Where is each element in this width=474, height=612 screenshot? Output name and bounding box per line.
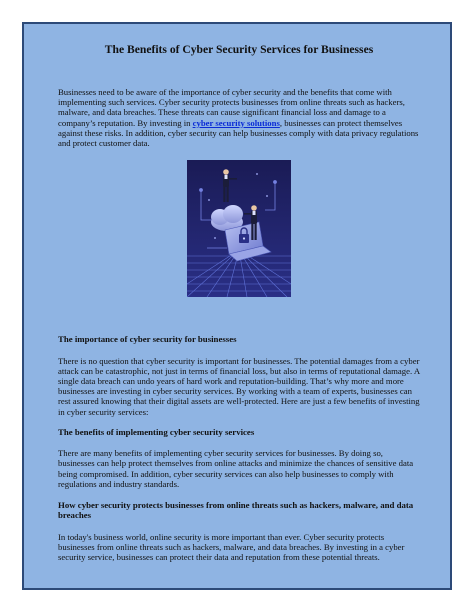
spacer [58,148,420,160]
section-body-threats: In today's business world, online security is more important than ever. Cyber security protects businesses from online threats such as hackers, malware, and data breaches. By investing in a cyber security service, businesses can protect their data and reputation from these potential threats. [58,531,405,563]
section-heading-importance: The importance of cyber security for businesses [58,334,237,345]
document-content [58,42,420,562]
intro-text-after-link: , businesses can protect themselves against these risks. In addition, cyber security can help businesses comply with data privacy regulations and protect customer data. [58,117,419,149]
spacer [58,417,420,427]
spacer [58,297,420,334]
document-page [22,22,452,590]
section-body-importance: There is no question that cyber security is important for businesses. The potential damages from a cyber attack can be catastrophic, not just in terms of financial loss, but also in terms of reputational damage. A single data breach can undo years of hard work and reputation-building. That’s why more and more businesses are investing in cyber security services. By working with a team of experts, businesses can rest assured knowing that their digital assets are well-protected. Here are just a few benefits of investing in cyber security services: [58,355,420,417]
intro-paragraph [58,87,420,148]
cyber-security-solutions-link[interactable]: cyber security solutions [192,117,280,128]
section-heading-threats: How cyber security protects businesses from online threats such as hackers, malware, and data breaches [58,500,414,521]
spacer [58,57,420,87]
spacer [58,437,420,448]
intro-text-before-link: Businesses need to be aware of the importance of cyber security and the benefits that come with implementing such services. Cyber security protects businesses from online threats such as hackers, malware, and data breaches. These threats can cause significant financial loss and damage to a company’s reputation. By investing in [58,87,405,128]
spacer [58,521,420,532]
cyber-security-illustration [187,160,291,297]
section-heading-benefits: The benefits of implementing cyber security services [58,426,255,437]
cyber-security-illustration-icon [187,160,291,297]
section-body-benefits: There are many benefits of implementing cyber security services for businesses. By doing so, businesses can help protect themselves from online attacks and minimize the chances of sensitive data being compromised. In addition, cyber security services can also help businesses to comply with regulations and industry standards. [58,448,414,489]
spacer [58,345,420,356]
page-title: The Benefits of Cyber Security Services for Businesses [104,43,374,56]
spacer [58,489,420,500]
